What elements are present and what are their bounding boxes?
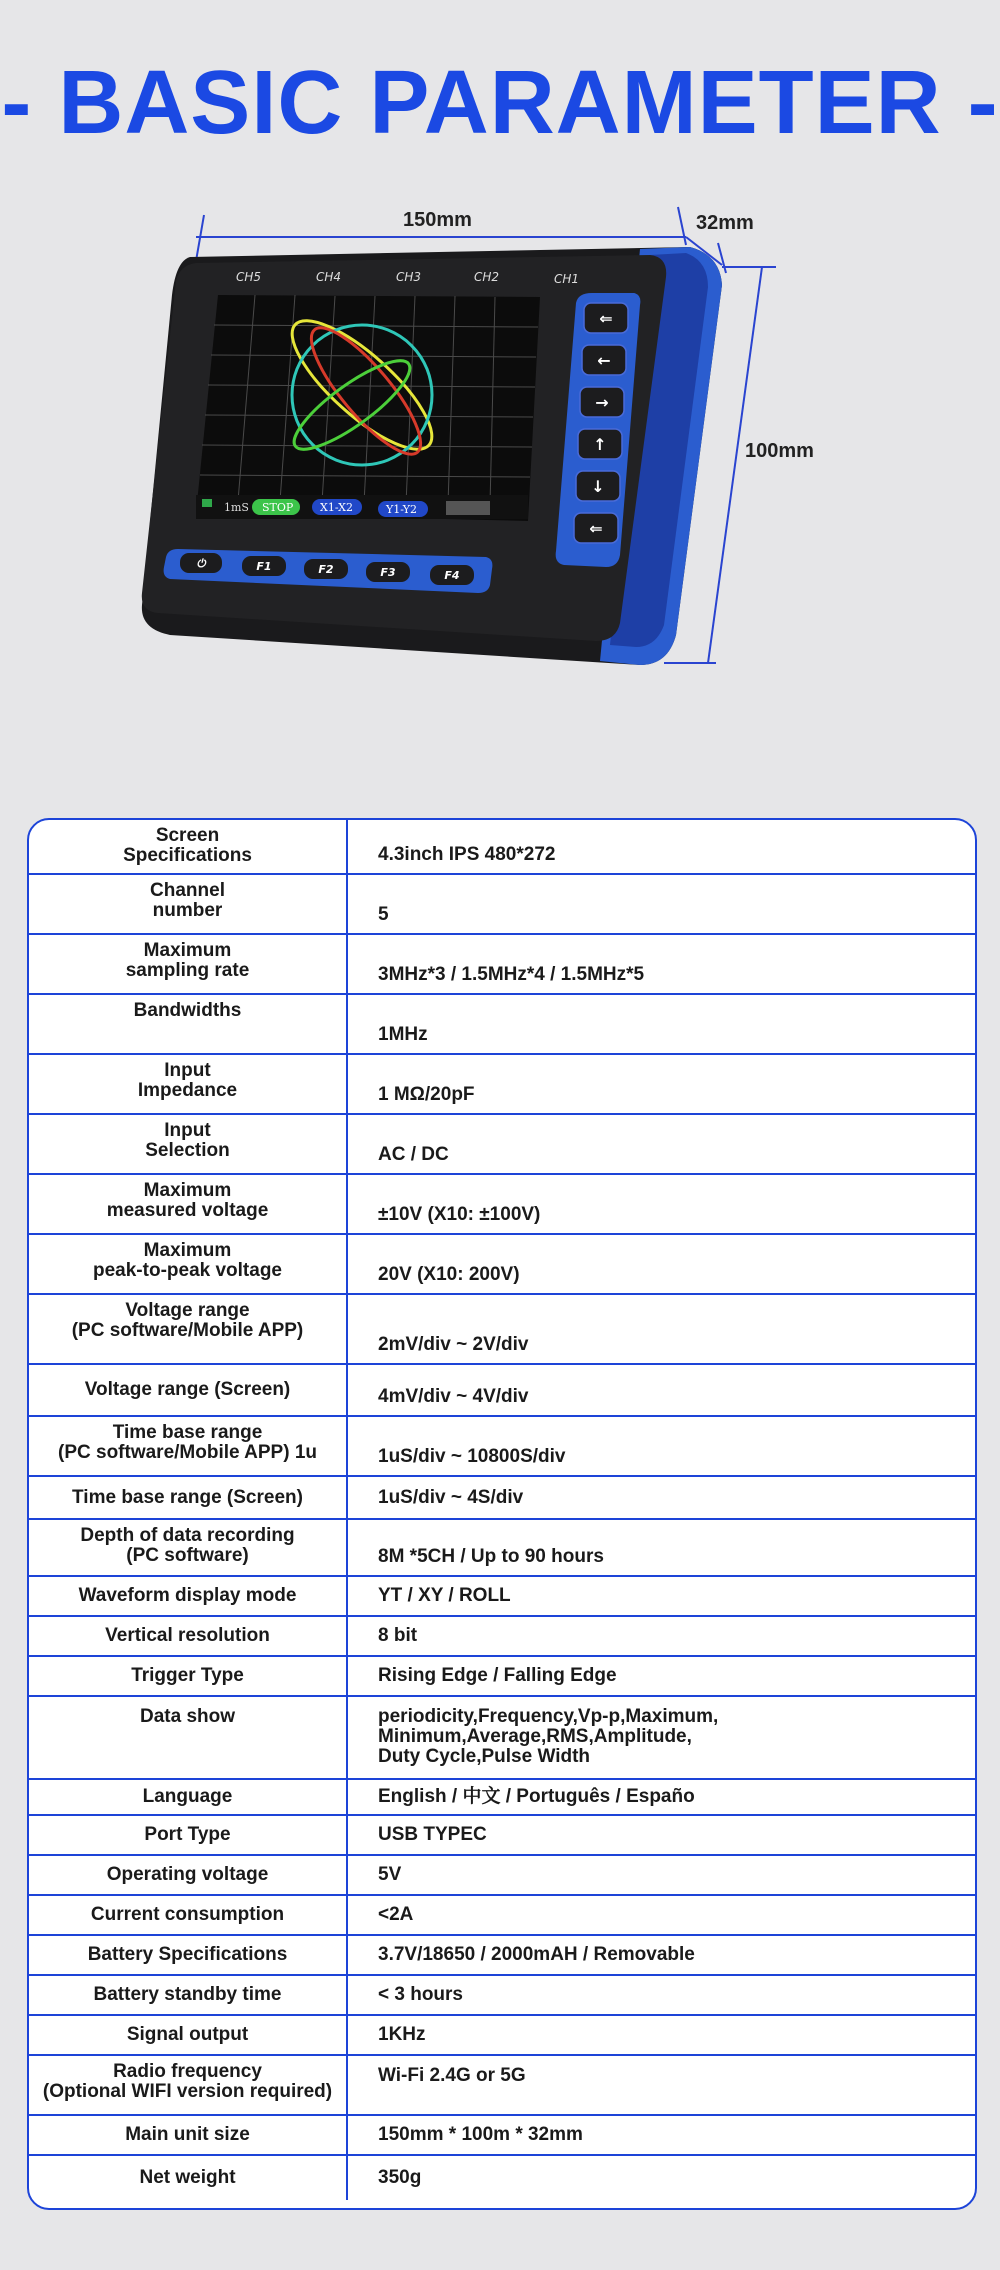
- table-row: [29, 1657, 975, 1697]
- spec-label: Main unit size: [29, 2116, 348, 2154]
- channel-label-ch1: CH1: [554, 272, 580, 286]
- table-row: [29, 1477, 975, 1520]
- spec-value: USB TYPEC: [378, 1824, 487, 1845]
- channel-label-ch5: CH5: [236, 270, 262, 284]
- channel-label-ch3: CH3: [396, 270, 422, 284]
- spec-value: 4.3inch IPS 480*272: [378, 844, 556, 865]
- dimension-width: 150mm: [403, 209, 472, 231]
- screen-timebase: 1mS: [224, 501, 249, 514]
- spec-value: <2A: [378, 1904, 414, 1925]
- table-row: [29, 1577, 975, 1617]
- spec-label: Input Impedance: [29, 1055, 348, 1113]
- spec-value: 8M *5CH / Up to 90 hours: [378, 1546, 604, 1567]
- spec-value: YT / XY / ROLL: [378, 1585, 511, 1606]
- spec-label: Depth of data recording (PC software): [29, 1520, 348, 1575]
- spec-value: < 3 hours: [378, 1984, 463, 2005]
- table-row: [29, 2116, 975, 2156]
- spec-label: Waveform display mode: [29, 1577, 348, 1615]
- screen-cursor-x: X1-X2: [320, 501, 353, 514]
- table-row: [29, 1936, 975, 1976]
- table-row: [29, 2016, 975, 2056]
- spec-label: Radio frequency (Optional WIFI version required): [29, 2056, 348, 2114]
- spec-label: Maximum peak-to-peak voltage: [29, 1235, 348, 1293]
- table-row: [29, 995, 975, 1055]
- arrow-right-icon: →: [595, 393, 609, 412]
- table-row: [29, 935, 975, 995]
- table-row: [29, 1295, 975, 1365]
- power-icon: ⏻: [196, 557, 206, 570]
- table-row: [29, 1816, 975, 1856]
- spec-label: Signal output: [29, 2016, 348, 2054]
- spec-value: 350g: [378, 2167, 422, 2188]
- spec-label: Battery standby time: [29, 1976, 348, 2014]
- spec-label: Channel number: [29, 875, 348, 933]
- spec-value: 3.7V/18650 / 2000mAH / Removable: [378, 1944, 695, 1965]
- dimension-height: 100mm: [745, 440, 814, 462]
- spec-value: 5: [378, 904, 389, 925]
- table-row: [29, 1976, 975, 2016]
- arrow-down-icon: ↓: [591, 477, 605, 496]
- table-row: [29, 1896, 975, 1936]
- spec-label: Bandwidths: [29, 995, 348, 1053]
- spec-label: Operating voltage: [29, 1856, 348, 1894]
- spec-label: Current consumption: [29, 1896, 348, 1934]
- table-row: [29, 2056, 975, 2116]
- table-row: [29, 1520, 975, 1577]
- arrow-left-icon: ←: [597, 351, 611, 370]
- spec-label: Time base range (Screen): [29, 1477, 348, 1518]
- screen-cursor-y: Y1-Y2: [386, 503, 418, 516]
- f1-label: F1: [256, 560, 272, 573]
- exit-icon: ⇐: [599, 309, 613, 328]
- f4-label: F4: [444, 569, 460, 582]
- channel-label-ch4: CH4: [316, 270, 342, 284]
- spec-label: Language: [29, 1780, 348, 1814]
- table-row: [29, 1856, 975, 1896]
- table-row: [29, 1417, 975, 1477]
- table-row: [29, 1115, 975, 1175]
- spec-value: 20V (X10: 200V): [378, 1264, 520, 1285]
- spec-table: [27, 818, 977, 2210]
- spec-value: AC / DC: [378, 1144, 449, 1165]
- spec-value: 1 MΩ/20pF: [378, 1084, 475, 1105]
- table-row: [29, 1235, 975, 1295]
- table-row: [29, 1365, 975, 1417]
- spec-label: Port Type: [29, 1816, 348, 1854]
- spec-label: Voltage range (PC software/Mobile APP): [29, 1295, 348, 1363]
- spec-label: Vertical resolution: [29, 1617, 348, 1655]
- f3-label: F3: [380, 566, 396, 579]
- spec-label: Maximum sampling rate: [29, 935, 348, 993]
- spec-value: 1uS/div ~ 10800S/div: [378, 1446, 566, 1467]
- spec-label: Input Selection: [29, 1115, 348, 1173]
- table-row: [29, 1697, 975, 1780]
- spec-value: Wi-Fi 2.4G or 5G: [378, 2065, 526, 2086]
- spec-value: 8 bit: [378, 1625, 418, 1646]
- table-row: [29, 2156, 975, 2200]
- spec-value: ±10V (X10: ±100V): [378, 1204, 541, 1225]
- device-illustration: [0, 195, 1000, 695]
- table-row: [29, 1055, 975, 1115]
- table-row: [29, 1780, 975, 1816]
- spec-label: Voltage range (Screen): [29, 1365, 348, 1415]
- spec-value: 3MHz*3 / 1.5MHz*4 / 1.5MHz*5: [378, 964, 645, 985]
- spec-value: 150mm * 100m * 32mm: [378, 2124, 583, 2145]
- spec-value: English / 中文 / Português / Españo: [378, 1786, 695, 1807]
- table-row: [29, 875, 975, 935]
- channel-label-ch2: CH2: [474, 270, 500, 284]
- screen-run-state: STOP: [262, 501, 294, 514]
- table-row: [29, 1617, 975, 1657]
- spec-value: 1MHz: [378, 1024, 428, 1045]
- spec-label: Trigger Type: [29, 1657, 348, 1695]
- spec-label: Maximum measured voltage: [29, 1175, 348, 1233]
- spec-label: Battery Specifications: [29, 1936, 348, 1974]
- table-row: [29, 820, 975, 875]
- arrow-up-icon: ↑: [593, 435, 607, 454]
- oscilloscope-image: [0, 195, 1000, 695]
- spec-label: Data show: [29, 1697, 348, 1778]
- spec-label: Net weight: [29, 2156, 348, 2200]
- spec-label: Time base range (PC software/Mobile APP) 1u: [29, 1417, 348, 1475]
- spec-label: Screen Specifications: [29, 820, 348, 873]
- spec-value: Rising Edge / Falling Edge: [378, 1665, 617, 1686]
- spec-value: 5V: [378, 1864, 402, 1885]
- table-row: [29, 1175, 975, 1235]
- page-title: - BASIC PARAMETER -: [1, 53, 999, 153]
- enter-icon: ⇐: [589, 519, 603, 538]
- f2-label: F2: [318, 563, 334, 576]
- spec-value: 4mV/div ~ 4V/div: [378, 1386, 529, 1407]
- spec-value: 1KHz: [378, 2024, 426, 2045]
- spec-value: periodicity,Frequency,Vp-p,Maximum, Minimum,Average,RMS,Amplitude, Duty Cycle,Pulse Width: [378, 1706, 719, 1767]
- spec-value: 1uS/div ~ 4S/div: [378, 1486, 524, 1508]
- dimension-depth: 32mm: [696, 212, 754, 234]
- spec-value: 2mV/div ~ 2V/div: [378, 1334, 529, 1355]
